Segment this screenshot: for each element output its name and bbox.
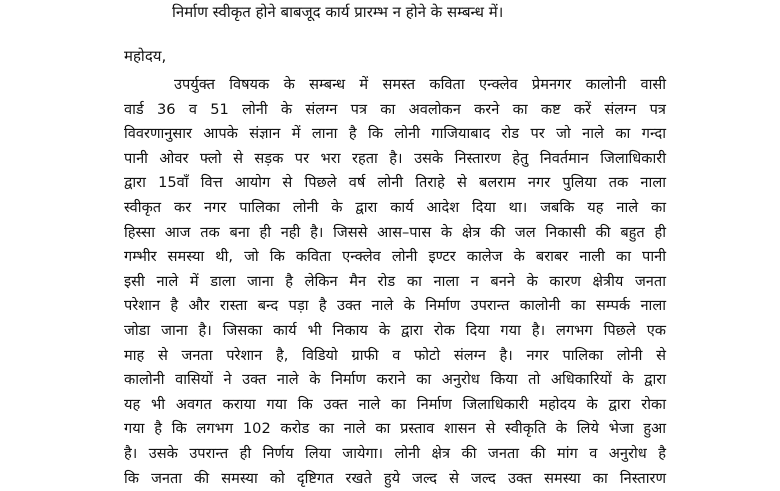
body-line: गम्भीर समस्या थी, जो कि कविता एन्क्लेव लोनी इण्टर कालेज के बराबर नाली का पानी bbox=[124, 245, 666, 270]
body-line: जोडा जाना है। जिसका कार्य भी निकाय के द्वारा रोक दिया गया है। लगभग पिछले एक bbox=[124, 319, 666, 344]
body-line: द्वारा 15वॉं वित्त आयोग से पिछले वर्ष लोनी तिराहे से बलराम नगर पुलिया तक नाला bbox=[124, 171, 666, 196]
body-line: पानी ओवर फ्लो से सड़क पर भरा रहता है। उसके निस्तारण हेतु निवर्तमान जिलाधिकारी bbox=[124, 147, 666, 172]
body-line: उपर्युक्त विषयक के सम्बन्ध में समस्त कविता एन्क्लेव प्रेमनगर कालोनी वासी bbox=[124, 73, 666, 98]
body-line: स्वीकृत कर नगर पालिका लोनी के द्वारा कार्य आदेश दिया था। जबकि यह नाले का bbox=[124, 196, 666, 221]
body-line: इसी नाले में डाला जाना है लेकिन मैन रोड का नाला न बनने के कारण क्षेत्रीय जनता bbox=[124, 270, 666, 295]
body-line: कि जनता की समस्या को दृष्टिगत रखते हुये जल्द से जल्द उक्त समस्या का निस्तारण bbox=[124, 467, 666, 491]
body-line: वार्ड 36 व 51 लोनी के संलग्न पत्र का अवलोकन करने का कष्ट करें संलग्न पत्र bbox=[124, 98, 666, 123]
body-line: विवरणानुसार आपके संज्ञान में लाना है कि लोनी गाजियाबाद रोड पर जो नाले का गन्दा bbox=[124, 122, 666, 147]
body-line: कालोनी वासियों ने उक्त नाले के निर्माण कराने का अनुरोध किया तो अधिकारियों के द्वारा bbox=[124, 368, 666, 393]
letter-body bbox=[124, 73, 666, 491]
body-line: गया है कि लगभग 102 करोड का नाले का प्रस्ताव शासन से स्वीकृति के लिये भेजा हुआ bbox=[124, 417, 666, 442]
letter-subject: निर्माण स्वीकृत होने बाबजूद कार्य प्रारम्भ न होने के सम्बन्ध में। bbox=[172, 2, 503, 22]
letter-salutation: महोदय, bbox=[124, 46, 166, 66]
body-line: है। उसके उपरान्त ही निर्णय लिया जायेगा। लोनी क्षेत्र की जनता की मांग व अनुरोध है bbox=[124, 442, 666, 467]
body-line: माह से जनता परेशान है, विडियो ग्राफी व फोटो संलग्न है। नगर पालिका लोनी से bbox=[124, 344, 666, 369]
body-line: यह भी अवगत कराया गया कि उक्त नाले का निर्माण जिलाधिकारी महोदय के द्वारा रोका bbox=[124, 393, 666, 418]
body-line: हिस्सा आज तक बना ही नही है। जिससे आस–पास के क्षेत्र की जल निकासी की बहुत ही bbox=[124, 221, 666, 246]
body-line: परेशान है और रास्ता बन्द पड़ा है उक्त नाले के निर्माण उपरान्त कालोनी का सम्पर्क नाला bbox=[124, 294, 666, 319]
